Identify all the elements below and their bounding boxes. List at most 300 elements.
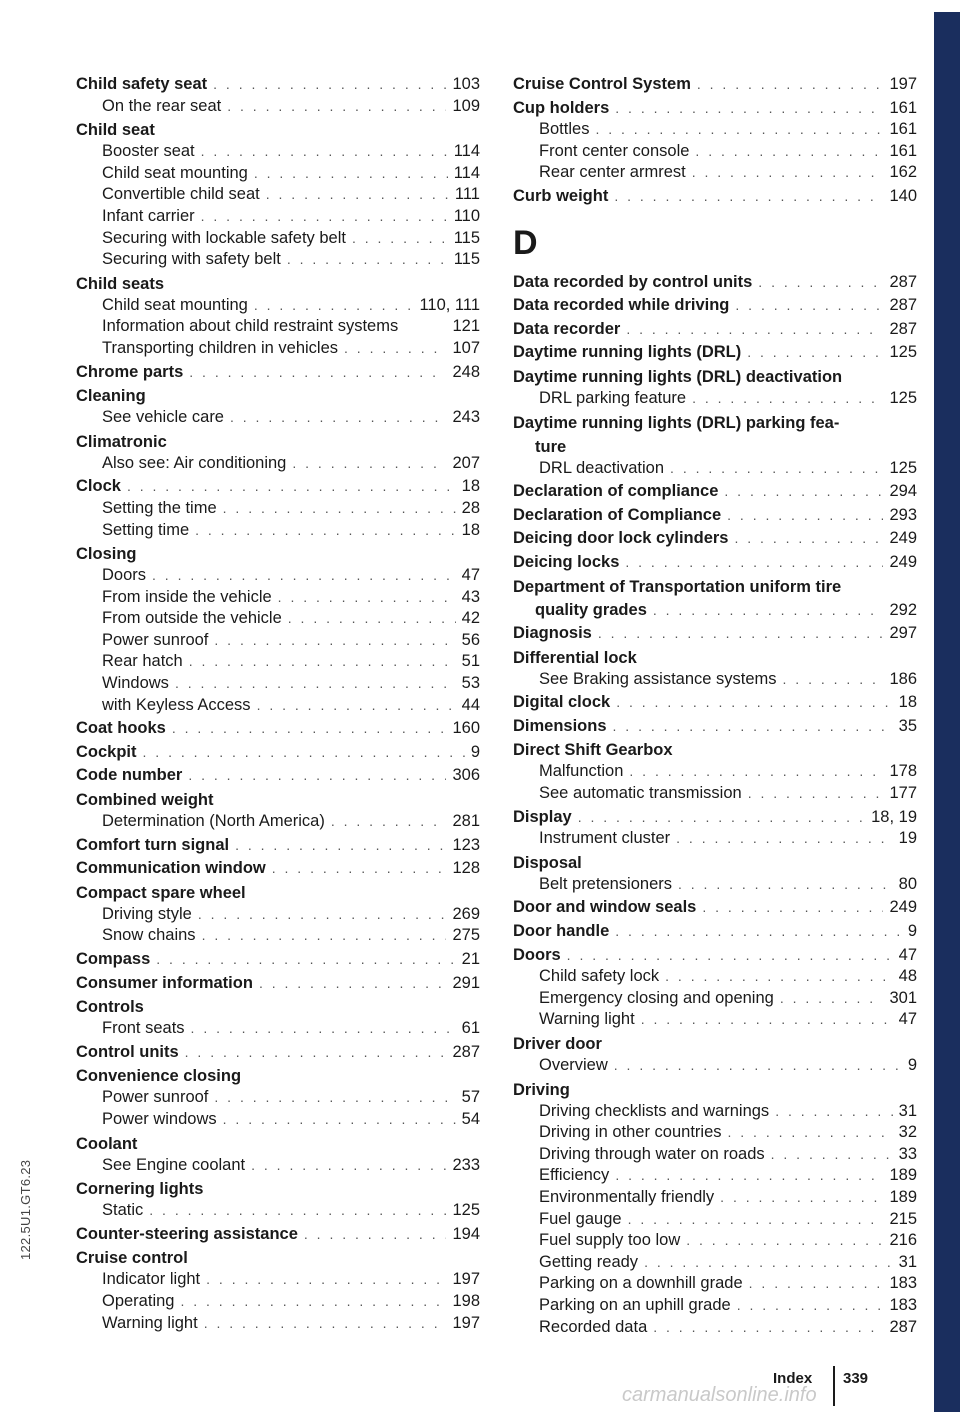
index-subentry[interactable] (76, 163, 480, 185)
entry-page-number[interactable]: 111 (454, 185, 480, 204)
entry-label: Declaration of Compliance (513, 505, 722, 524)
index-entry[interactable] (513, 716, 917, 738)
index-heading: Cleaning (76, 387, 146, 406)
dot-leader (724, 481, 883, 503)
dot-leader (201, 206, 448, 228)
dot-leader (670, 458, 883, 480)
index-entry[interactable] (76, 718, 480, 740)
entry-page-number[interactable]: 43 (461, 587, 480, 606)
entry-label: Child safety seat (76, 75, 208, 93)
entry-label: Overview (539, 1056, 608, 1074)
index-column-left (76, 72, 480, 1334)
index-heading: Department of Transportation uniform tire (513, 577, 842, 596)
entry-label: Driving in other countries (539, 1123, 722, 1142)
index-subentry[interactable] (76, 338, 480, 360)
entry-page-number[interactable]: 125 (889, 388, 917, 407)
entry-page-number[interactable]: 269 (452, 904, 480, 923)
index-subentry[interactable] (513, 874, 917, 896)
dot-leader (152, 565, 456, 587)
index-entry[interactable] (76, 362, 480, 384)
dot-leader (771, 1144, 893, 1166)
index-subentry[interactable] (76, 1109, 480, 1131)
entry-page-number[interactable]: 47 (898, 945, 917, 964)
entry-page-number[interactable]: 18 (898, 693, 917, 712)
index-subentry[interactable] (513, 988, 917, 1010)
entry-label: Malfunction (539, 762, 624, 781)
entry-label: Determination (North America) (102, 812, 325, 831)
entry-page-number[interactable]: 9 (907, 922, 917, 941)
dot-leader (254, 295, 414, 317)
entry-label: Control units (76, 1042, 179, 1061)
index-entry[interactable] (513, 295, 917, 317)
entry-label: Data recorder (513, 319, 621, 338)
dot-leader (616, 692, 892, 714)
dot-leader (578, 807, 865, 829)
entry-page-number[interactable]: 243 (452, 408, 480, 427)
index-subentry[interactable] (76, 1313, 480, 1335)
entry-page-number[interactable]: 42 (461, 609, 480, 628)
index-heading: Child seats (76, 274, 165, 293)
index-entry[interactable] (76, 858, 480, 880)
entry-page-number[interactable]: 233 (452, 1155, 480, 1174)
index-entry[interactable] (513, 481, 917, 503)
entry-label: Driving style (102, 904, 192, 923)
entry-label: DRL parking feature (539, 388, 687, 407)
index-subentry[interactable] (513, 669, 917, 691)
entry-label: Door handle (513, 922, 610, 941)
dot-leader (747, 342, 883, 364)
entry-page-number[interactable]: 28 (461, 498, 480, 517)
entry-label: Infant carrier (102, 206, 195, 225)
entry-page-number[interactable]: 161 (889, 141, 917, 160)
entry-page-number[interactable]: 216 (889, 1231, 917, 1250)
page-number: 339 (843, 1370, 869, 1387)
index-subentry[interactable] (513, 141, 917, 163)
index-subentry[interactable] (76, 1087, 480, 1109)
entry-page-number[interactable]: 297 (889, 624, 917, 643)
entry-page-number[interactable]: 56 (461, 630, 480, 649)
dot-leader (204, 1313, 447, 1335)
entry-page-number[interactable]: 287 (889, 296, 917, 315)
entry-label: Belt pretensioners (539, 874, 672, 893)
index-entry[interactable] (513, 98, 917, 120)
entry-label: Front seats (102, 1019, 185, 1038)
entry-page-number[interactable]: 125 (889, 458, 917, 477)
entry-label: From inside the vehicle (102, 587, 272, 606)
dot-leader (615, 921, 902, 943)
index-subentry[interactable] (76, 184, 480, 206)
entry-page-number[interactable]: 281 (452, 812, 480, 831)
index-entry[interactable] (513, 319, 917, 341)
index-entry[interactable] (513, 74, 917, 96)
entry-page-number[interactable]: 291 (452, 973, 480, 992)
entry-page-number[interactable]: 160 (452, 719, 480, 738)
index-subentry[interactable] (513, 1273, 917, 1295)
index-heading: Daytime running lights (DRL) parking fea- (513, 413, 840, 432)
index-entry[interactable] (513, 186, 917, 208)
entry-label: Chrome parts (76, 362, 184, 381)
entry-page-number[interactable]: 189 (889, 1166, 917, 1185)
entry-page-number[interactable]: 287 (889, 272, 917, 291)
entry-label: Emergency closing and opening (539, 988, 774, 1007)
entry-page-number[interactable]: 287 (889, 319, 917, 338)
entry-page-number[interactable]: 35 (898, 716, 917, 735)
index-subentry[interactable] (513, 162, 917, 184)
entry-page-number[interactable]: 215 (889, 1209, 917, 1228)
index-subentry[interactable] (76, 520, 480, 542)
entry-label: Diagnosis (513, 624, 592, 643)
entry-page-number[interactable]: 287 (452, 1042, 480, 1061)
index-subentry[interactable] (513, 1101, 917, 1123)
entry-page-number[interactable]: 162 (889, 163, 917, 182)
entry-page-number[interactable]: 19 (898, 829, 917, 848)
index-entry[interactable] (76, 765, 480, 787)
entry-page-number[interactable]: 197 (452, 1270, 480, 1289)
dot-leader (180, 1291, 446, 1313)
entry-page-number[interactable]: 33 (898, 1144, 917, 1163)
dot-leader (665, 966, 893, 988)
dot-leader (188, 765, 446, 787)
index-heading: Closing (76, 545, 137, 564)
index-heading: Direct Shift Gearbox (513, 741, 673, 760)
index-subentry[interactable] (76, 925, 480, 947)
index-subentry[interactable] (76, 1200, 480, 1222)
entry-page-number[interactable]: 197 (452, 1313, 480, 1332)
index-entry[interactable] (76, 742, 480, 764)
entry-page-number[interactable]: 140 (889, 186, 917, 205)
entry-label: Compass (76, 950, 151, 968)
dot-leader (641, 1009, 893, 1031)
entry-page-number[interactable]: 110 (453, 206, 480, 225)
entry-page-number[interactable]: 161 (889, 120, 917, 139)
entry-label: Securing with lockable safety belt (102, 228, 346, 247)
entry-label: Dimensions (513, 716, 607, 735)
index-subentry[interactable] (513, 1165, 917, 1187)
entry-page-number[interactable]: 292 (889, 600, 917, 619)
index-subentry[interactable] (513, 1122, 917, 1144)
index-subentry[interactable] (76, 1018, 480, 1040)
index-subentry[interactable] (76, 206, 480, 228)
index-subentry[interactable] (513, 1230, 917, 1252)
entry-page-number[interactable]: 183 (889, 1274, 917, 1293)
index-entry[interactable] (76, 1224, 480, 1246)
dot-leader (189, 362, 446, 384)
entry-page-number[interactable]: 61 (461, 1019, 480, 1038)
entry-page-number[interactable]: 197 (889, 75, 917, 93)
index-subentry[interactable] (76, 565, 480, 587)
entry-label: From outside the vehicle (102, 609, 282, 628)
entry-page-number[interactable]: 161 (889, 98, 917, 117)
entry-label: Data recorded while driving (513, 296, 730, 315)
index-subentry[interactable] (76, 453, 480, 475)
dot-leader (198, 904, 447, 926)
index-heading: Driving (513, 1080, 570, 1099)
dot-leader (227, 96, 446, 118)
entry-page-number[interactable]: 287 (889, 1317, 917, 1336)
entry-page-number[interactable]: 249 (889, 529, 917, 548)
index-heading: Combined weight (76, 791, 214, 810)
dot-leader (288, 608, 456, 630)
footer-section-label: Index (773, 1370, 813, 1387)
entry-page-number[interactable]: 275 (452, 926, 480, 945)
index-subentry[interactable] (76, 1155, 480, 1177)
index-subentry[interactable] (513, 828, 917, 850)
entry-page-number[interactable]: 249 (889, 898, 917, 917)
dot-leader (230, 407, 446, 429)
entry-label: Booster seat (102, 142, 195, 161)
entry-label: Child safety lock (539, 967, 660, 986)
index-subentry[interactable] (513, 966, 917, 988)
dot-leader (734, 528, 883, 550)
entry-page-number[interactable]: 248 (452, 362, 480, 381)
dot-leader (735, 295, 883, 317)
dot-leader (625, 552, 883, 574)
index-entry[interactable] (513, 807, 917, 829)
entry-page-number[interactable]: 32 (898, 1123, 917, 1142)
document-code: 122.5U1.GT6.23 (18, 1159, 33, 1260)
entry-label: Getting ready (539, 1252, 639, 1271)
index-subentry[interactable] (513, 1252, 917, 1274)
index-entry[interactable] (76, 835, 480, 857)
index-subentry[interactable] (513, 1055, 917, 1077)
entry-label: On the rear seat (102, 96, 222, 115)
index-entry[interactable] (513, 600, 917, 622)
index-subentry[interactable] (76, 141, 480, 163)
index-subentry[interactable] (513, 761, 917, 783)
index-entry[interactable] (513, 897, 917, 919)
index-subentry[interactable] (76, 228, 480, 250)
index-subentry[interactable] (76, 96, 480, 118)
entry-page-number[interactable]: 301 (889, 988, 917, 1007)
index-entry[interactable] (513, 552, 917, 574)
entry-page-number[interactable]: 125 (452, 1201, 480, 1220)
dot-leader (595, 119, 883, 141)
index-subentry[interactable] (513, 388, 917, 410)
index-entry[interactable] (513, 692, 917, 714)
index-subentry[interactable] (513, 1009, 917, 1031)
entry-label: Parking on an uphill grade (539, 1295, 731, 1314)
index-entry[interactable] (513, 945, 917, 967)
index-entry[interactable] (76, 949, 480, 971)
entry-label: Power sunroof (102, 1088, 209, 1107)
index-entry[interactable] (513, 528, 917, 550)
entry-label: Also see: Air conditioning (102, 453, 287, 472)
index-heading: Climatronic (76, 432, 167, 451)
index-entry[interactable] (513, 921, 917, 943)
entry-page-number[interactable]: 48 (898, 967, 917, 986)
index-entry[interactable] (76, 973, 480, 995)
index-subentry[interactable] (76, 1291, 480, 1313)
entry-page-number[interactable]: 189 (889, 1187, 917, 1206)
index-entry[interactable] (513, 505, 917, 527)
entry-page-number[interactable]: 121 (452, 317, 480, 336)
entry-label: Front center console (539, 141, 690, 160)
index-entry[interactable] (76, 476, 480, 498)
entry-label: with Keyless Access (102, 695, 251, 714)
dot-leader (598, 623, 884, 645)
entry-page-number[interactable]: 178 (889, 762, 917, 781)
index-subentry[interactable] (513, 1295, 917, 1317)
entry-label: Information about child restraint systems (102, 317, 399, 336)
entry-page-number[interactable]: 183 (889, 1295, 917, 1314)
entry-label: Driving through water on roads (539, 1144, 765, 1163)
index-subentry[interactable] (76, 295, 480, 317)
index-entry[interactable] (76, 1042, 480, 1064)
index-subentry[interactable] (513, 1209, 917, 1231)
entry-label: Cockpit (76, 742, 137, 761)
entry-page-number[interactable]: 47 (898, 1010, 917, 1029)
dot-leader (254, 163, 448, 185)
entry-page-number[interactable]: 53 (461, 674, 480, 693)
entry-label: Operating (102, 1291, 175, 1310)
entry-label: Curb weight (513, 186, 609, 205)
entry-page-number[interactable]: 125 (889, 343, 917, 362)
dot-leader (783, 669, 884, 691)
dot-leader (344, 338, 446, 360)
dot-leader (676, 828, 893, 850)
index-subentry[interactable] (76, 904, 480, 926)
index-heading: Daytime running lights (DRL) deactivation (513, 367, 843, 386)
index-subentry[interactable] (76, 695, 480, 717)
entry-page-number[interactable]: 9 (907, 1056, 917, 1074)
index-subentry[interactable] (76, 811, 480, 833)
index-heading: Controls (76, 998, 144, 1017)
dot-leader (251, 1155, 446, 1177)
entry-label: Doors (513, 945, 561, 964)
entry-page-number[interactable]: 198 (452, 1291, 480, 1310)
entry-page-number[interactable]: 194 (452, 1224, 480, 1243)
entry-page-number[interactable]: 18 (461, 520, 480, 539)
dot-leader (695, 141, 883, 163)
dot-leader (201, 141, 448, 163)
index-subentry[interactable] (76, 316, 480, 338)
dot-leader (272, 858, 447, 880)
entry-page-number[interactable]: 47 (461, 566, 480, 585)
entry-page-number[interactable]: 115 (453, 228, 480, 247)
dot-leader (172, 718, 447, 740)
entry-page-number[interactable]: 103 (452, 75, 480, 93)
dot-leader (653, 1317, 883, 1339)
dot-leader (149, 1200, 446, 1222)
index-subentry[interactable] (513, 119, 917, 141)
index-heading: Disposal (513, 853, 582, 872)
index-subentry[interactable] (76, 630, 480, 652)
entry-label: Deicing door lock cylinders (513, 529, 729, 548)
entry-label: Child seat mounting (102, 295, 248, 314)
entry-label: Rear center armrest (539, 163, 686, 182)
entry-page-number[interactable]: 44 (461, 695, 480, 714)
entry-label: Setting time (102, 520, 190, 539)
entry-page-number[interactable]: 31 (898, 1252, 917, 1271)
index-heading: Differential lock (513, 648, 637, 667)
entry-label: Instrument cluster (539, 829, 671, 848)
entry-page-number[interactable]: 18, 19 (871, 807, 917, 826)
entry-page-number[interactable]: 110, 111 (419, 295, 480, 314)
entry-label: Setting the time (102, 498, 217, 517)
entry-page-number[interactable]: 294 (889, 482, 917, 501)
index-subentry[interactable] (76, 498, 480, 520)
entry-page-number[interactable]: 207 (452, 453, 480, 472)
entry-label: Code number (76, 766, 183, 785)
entry-label: See automatic transmission (539, 784, 742, 803)
index-subentry[interactable] (513, 1187, 917, 1209)
entry-page-number[interactable]: 9 (470, 742, 480, 761)
entry-page-number[interactable]: 114 (453, 142, 480, 161)
entry-label: Efficiency (539, 1166, 610, 1185)
index-subentry[interactable] (76, 407, 480, 429)
entry-label: Data recorded by control units (513, 272, 753, 291)
entry-page-number[interactable]: 115 (453, 250, 480, 269)
dot-leader (697, 74, 884, 96)
entry-page-number[interactable]: 51 (461, 652, 480, 671)
dot-leader (223, 498, 456, 520)
entry-page-number[interactable]: 128 (452, 859, 480, 878)
dot-leader (702, 897, 883, 919)
entry-label: Doors (102, 566, 147, 585)
entry-page-number[interactable]: 80 (898, 874, 917, 893)
entry-label: Cruise Control System (513, 75, 691, 93)
entry-label: Power windows (102, 1109, 217, 1128)
index-subentry[interactable] (513, 458, 917, 480)
dot-leader (331, 811, 447, 833)
index-subentry[interactable] (76, 1269, 480, 1291)
entry-page-number[interactable]: 306 (452, 766, 480, 785)
index-entry[interactable] (513, 272, 917, 294)
entry-label: Daytime running lights (DRL) (513, 343, 742, 362)
index-subentry[interactable] (513, 783, 917, 805)
entry-label: Declaration of compliance (513, 482, 719, 501)
index-subentry[interactable] (513, 1317, 917, 1339)
dot-leader (678, 874, 893, 896)
dot-leader (692, 388, 883, 410)
dot-leader (175, 673, 456, 695)
dot-leader (202, 925, 447, 947)
dot-leader (737, 1295, 884, 1317)
entry-page-number[interactable]: 177 (889, 784, 917, 803)
dot-leader (191, 1018, 456, 1040)
entry-page-number[interactable]: 249 (889, 552, 917, 571)
index-subentry[interactable] (76, 587, 480, 609)
index-entry[interactable] (513, 342, 917, 364)
index-subentry[interactable] (76, 651, 480, 673)
entry-page-number[interactable]: 18 (461, 477, 480, 496)
index-heading: Convenience closing (76, 1067, 242, 1086)
index-entry[interactable] (513, 623, 917, 645)
index-subentry[interactable] (76, 673, 480, 695)
dot-leader (259, 973, 447, 995)
entry-page-number[interactable]: 54 (461, 1109, 480, 1128)
index-subentry[interactable] (76, 249, 480, 271)
index-subentry[interactable] (76, 608, 480, 630)
index-heading: Cruise control (76, 1249, 188, 1268)
entry-label: Recorded data (539, 1317, 648, 1336)
entry-page-number[interactable]: 57 (461, 1088, 480, 1107)
entry-label: Indicator light (102, 1270, 201, 1289)
entry-label: Comfort turn signal (76, 835, 230, 854)
dot-leader (780, 988, 884, 1010)
entry-page-number[interactable]: 31 (898, 1101, 917, 1120)
entry-page-number[interactable]: 109 (452, 96, 480, 115)
entry-page-number[interactable]: 107 (452, 338, 480, 357)
index-entry[interactable] (76, 74, 480, 96)
entry-label: Transporting children in vehicles (102, 338, 339, 357)
entry-page-number[interactable]: 186 (889, 669, 917, 688)
entry-page-number[interactable]: 293 (889, 505, 917, 524)
entry-page-number[interactable]: 114 (453, 163, 480, 182)
entry-page-number[interactable]: 21 (461, 950, 480, 968)
entry-page-number[interactable]: 123 (452, 835, 480, 854)
index-subentry[interactable] (513, 1144, 917, 1166)
